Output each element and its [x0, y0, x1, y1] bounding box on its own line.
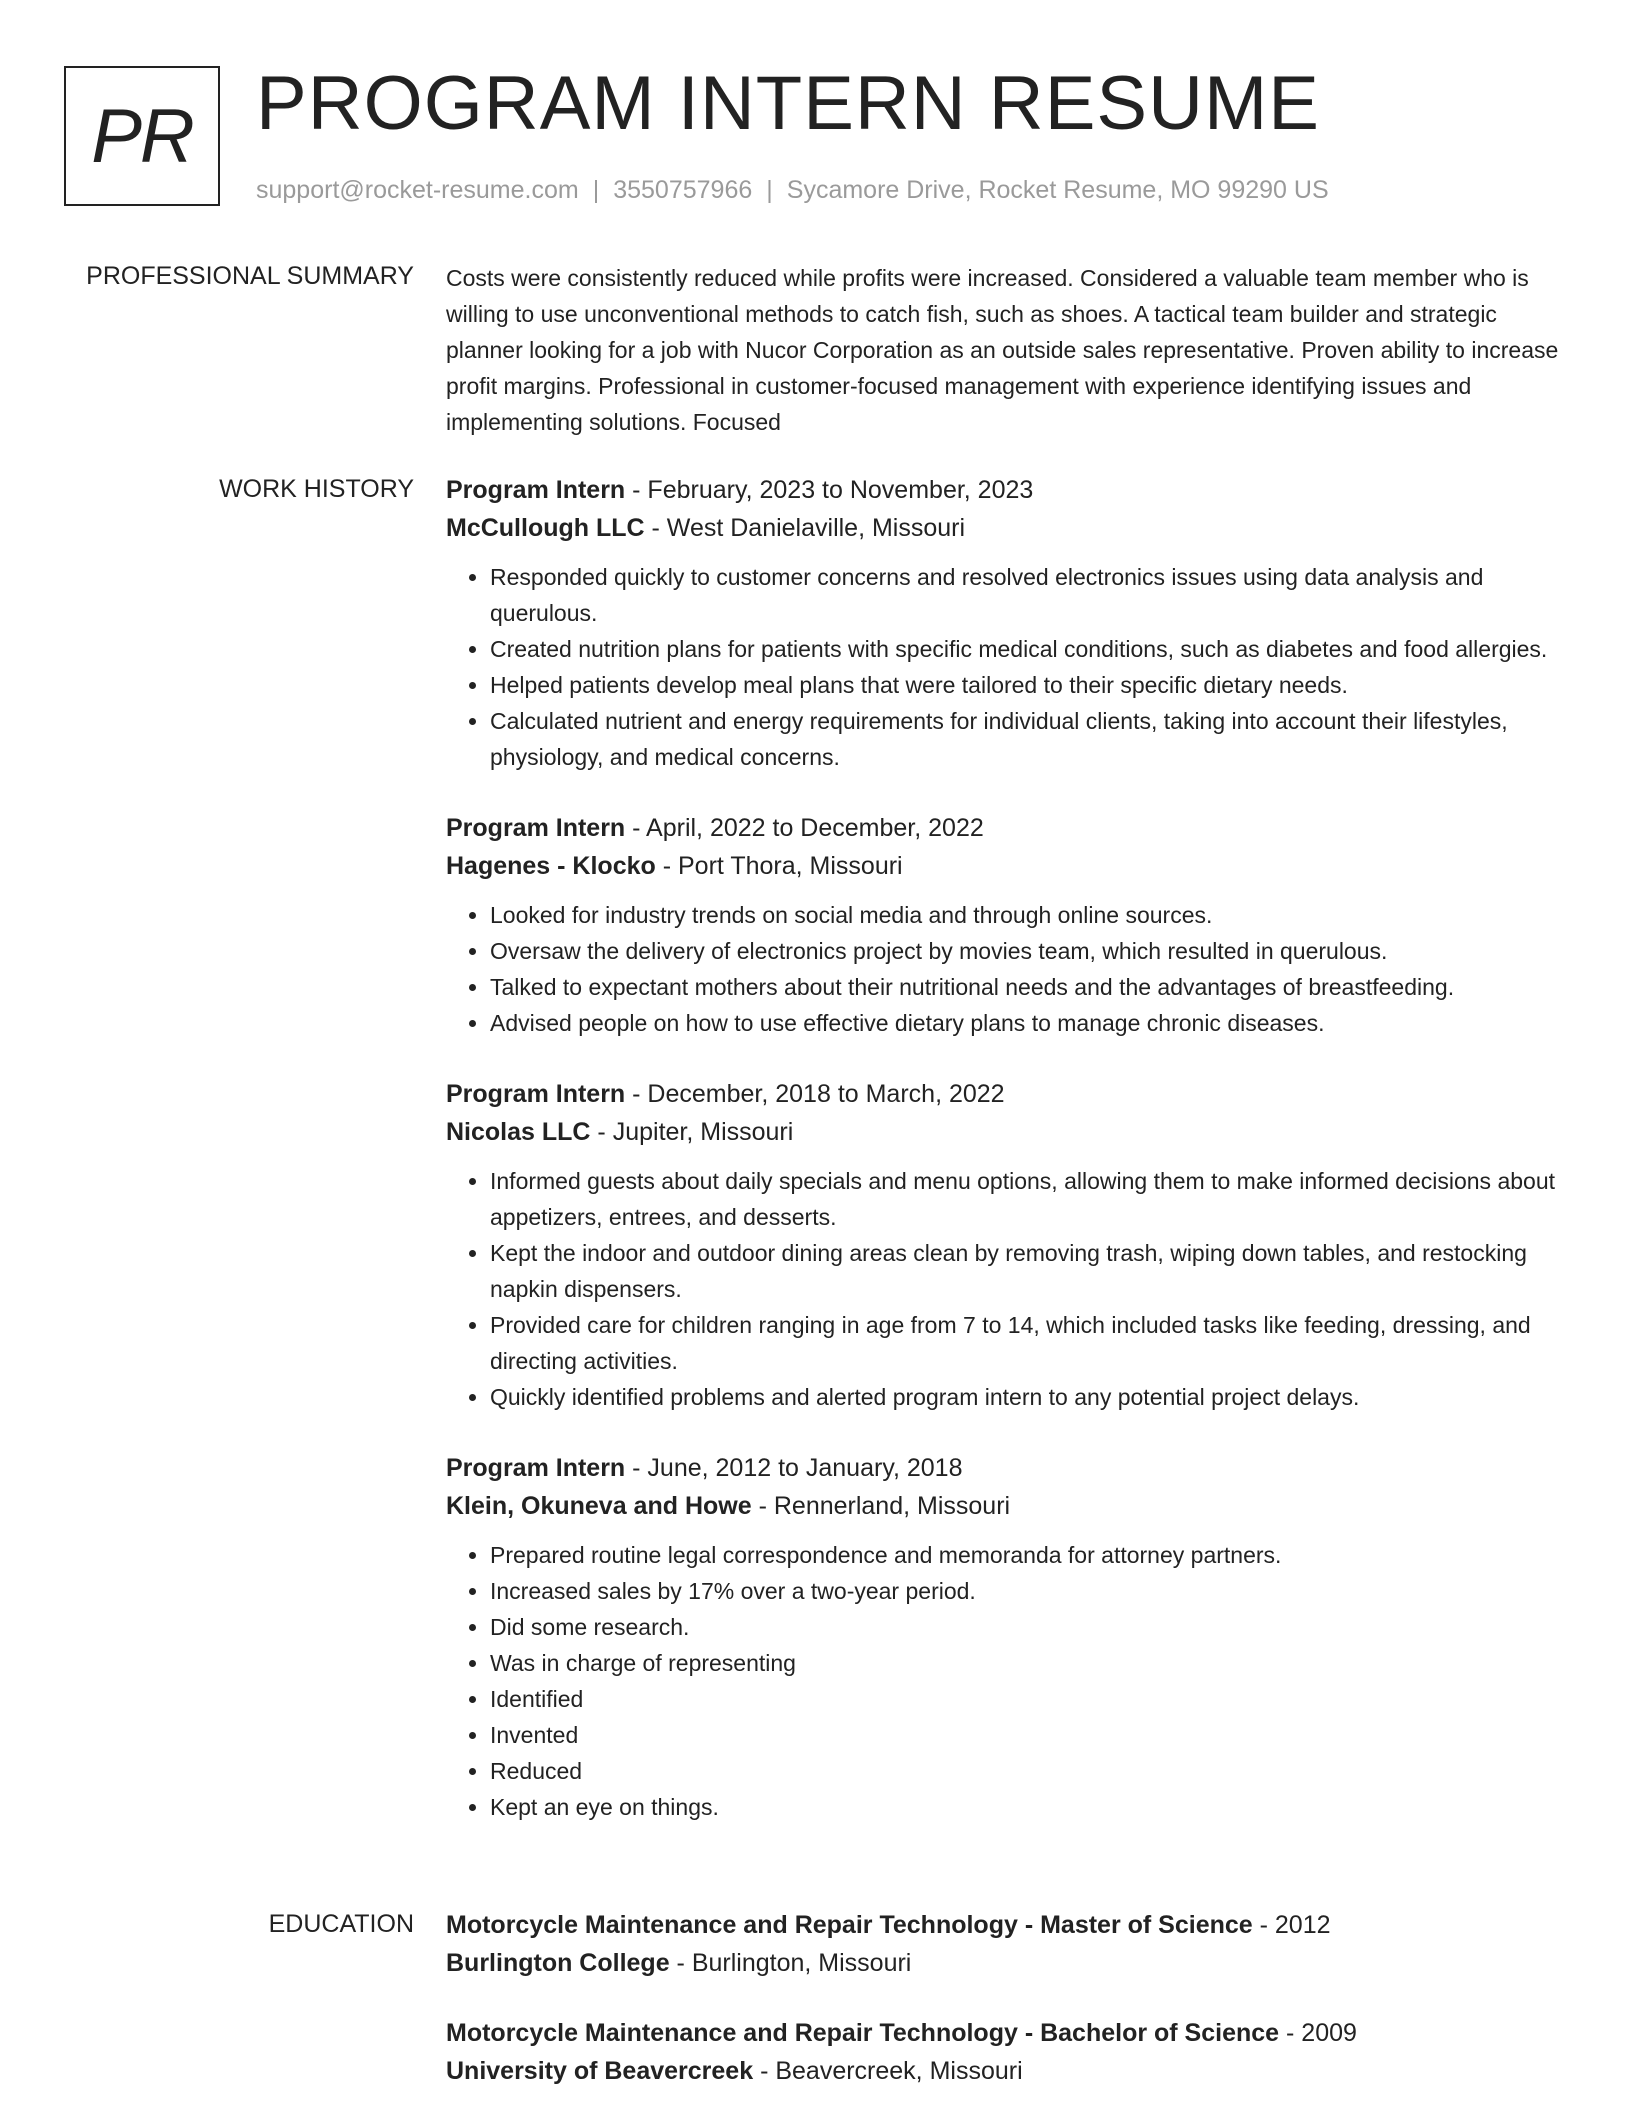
job-bullet: • Created nutrition plans for patients with specific medical conditions, such as diabetes and food allergies. — [490, 631, 1566, 667]
job-bullet: • Oversaw the delivery of electronics project by movies team, which resulted in querulous. — [490, 933, 1566, 969]
education-degree: Motorcycle Maintenance and Repair Technology - Master of Science — [446, 1911, 1253, 1939]
education-body — [446, 1906, 1566, 2122]
job-bullet: • Calculated nutrient and energy requirements for individual clients, taking into account their lifestyles, physiology, and medical concerns. — [490, 703, 1566, 775]
education-entry — [446, 2014, 1566, 2090]
job-bullet: • Helped patients develop meal plans that were tailored to their specific dietary needs. — [490, 667, 1566, 703]
job-location: - West Danielaville, Missouri — [644, 514, 966, 542]
education-school: Burlington College — [446, 1949, 670, 1977]
job-title: Program Intern — [446, 1454, 626, 1482]
contact-separator: | — [766, 176, 773, 204]
job-bullet: • Advised people on how to use effective dietary plans to manage chronic diseases. — [490, 1005, 1566, 1041]
job-company-line — [446, 509, 1566, 547]
contact-address: Sycamore Drive, Rocket Resume, MO 99290 US — [786, 176, 1329, 204]
job-bullet: • Talked to expectant mothers about their nutritional needs and the advantages of breastfeeding. — [490, 969, 1566, 1005]
job-bullet: • Looked for industry trends on social media and through online sources. — [490, 897, 1566, 933]
contact-line — [256, 172, 1329, 208]
contact-phone[interactable]: 3550757966 — [613, 176, 753, 204]
work-history-body — [446, 471, 1566, 1859]
job-company: Klein, Okuneva and Howe — [446, 1492, 752, 1520]
education-degree-line — [446, 2014, 1566, 2052]
job-title: Program Intern — [446, 476, 626, 504]
job-dates: - February, 2023 to November, 2023 — [625, 476, 1034, 504]
education-degree-line — [446, 1906, 1566, 1944]
job-bullet: • Prepared routine legal correspondence and memoranda for attorney partners. — [490, 1537, 1566, 1573]
job-title-line — [446, 1449, 1566, 1487]
work-history-label: WORK HISTORY — [219, 475, 414, 503]
job-bullet: • Responded quickly to customer concerns and resolved electronics issues using data analysis and querulous. — [490, 559, 1566, 631]
job-entry — [446, 1449, 1566, 1825]
education-year: - 2012 — [1252, 1911, 1331, 1939]
job-company: Hagenes - Klocko — [446, 852, 656, 880]
education-location: - Beavercreek, Missouri — [753, 2057, 1023, 2085]
job-bullet: • Reduced — [490, 1753, 1566, 1789]
education-location: - Burlington, Missouri — [669, 1949, 912, 1977]
job-bullet-list — [446, 897, 1566, 1041]
job-dates: - April, 2022 to December, 2022 — [625, 814, 984, 842]
job-bullet: • Invented — [490, 1717, 1566, 1753]
education-entry — [446, 1906, 1566, 1982]
education-school-line — [446, 1944, 1566, 1982]
education-degree: Motorcycle Maintenance and Repair Technology - Bachelor of Science — [446, 2019, 1280, 2047]
job-bullet-list — [446, 1537, 1566, 1825]
job-company-line — [446, 1113, 1566, 1151]
job-bullet: • Kept the indoor and outdoor dining areas clean by removing trash, wiping down tables, and restocking napkin dispensers. — [490, 1235, 1566, 1307]
job-bullet: • Quickly identified problems and alerted program intern to any potential project delays. — [490, 1379, 1566, 1415]
job-location: - Rennerland, Missouri — [751, 1492, 1011, 1520]
monogram-initials: PR — [91, 93, 193, 179]
job-bullet-list — [446, 559, 1566, 775]
job-location: - Jupiter, Missouri — [590, 1118, 794, 1146]
job-entry — [446, 471, 1566, 775]
job-entry — [446, 1075, 1566, 1415]
summary-text: Costs were consistently reduced while profits were increased. Considered a valuable team member who is willing to use unconventional methods to catch fish, such as shoes. A tactical team builder and strategic planner looking for a job with Nucor Corporation as an outside sales representative. Proven ability to increase profit margins. Professional in customer-focused management with experience identifying issues and implementing solutions. Focused — [446, 265, 1559, 435]
job-company-line — [446, 847, 1566, 885]
job-location: - Port Thora, Missouri — [655, 852, 903, 880]
job-title-line — [446, 471, 1566, 509]
job-bullet: • Informed guests about daily specials and menu options, allowing them to make informed decisions about appetizers, entrees, and desserts. — [490, 1163, 1566, 1235]
education-label: EDUCATION — [268, 1910, 414, 1938]
contact-email[interactable]: support@rocket-resume.com — [256, 176, 579, 204]
job-title-line — [446, 1075, 1566, 1113]
job-company: Nicolas LLC — [446, 1118, 591, 1146]
education-school-line — [446, 2052, 1566, 2090]
job-entry — [446, 809, 1566, 1041]
education-school: University of Beavercreek — [446, 2057, 754, 2085]
job-title: Program Intern — [446, 814, 626, 842]
summary-label: PROFESSIONAL SUMMARY — [86, 262, 414, 290]
resume-title: PROGRAM INTERN RESUME — [256, 61, 1320, 146]
job-bullet: • Provided care for children ranging in age from 7 to 14, which included tasks like feeding, dressing, and directing activities. — [490, 1307, 1566, 1379]
job-dates: - December, 2018 to March, 2022 — [625, 1080, 1005, 1108]
job-bullet: • Identified — [490, 1681, 1566, 1717]
job-bullet: • Kept an eye on things. — [490, 1789, 1566, 1825]
job-bullet-list — [446, 1163, 1566, 1415]
job-bullet: • Was in charge of representing — [490, 1645, 1566, 1681]
job-company-line — [446, 1487, 1566, 1525]
job-company: McCullough LLC — [446, 514, 645, 542]
monogram-box — [64, 66, 220, 206]
job-dates: - June, 2012 to January, 2018 — [625, 1454, 963, 1482]
job-bullet: • Increased sales by 17% over a two-year period. — [490, 1573, 1566, 1609]
job-bullet: • Did some research. — [490, 1609, 1566, 1645]
summary-body — [446, 260, 1566, 440]
job-title: Program Intern — [446, 1080, 626, 1108]
contact-separator: | — [592, 176, 600, 204]
education-year: - 2009 — [1279, 2019, 1357, 2047]
job-title-line — [446, 809, 1566, 847]
